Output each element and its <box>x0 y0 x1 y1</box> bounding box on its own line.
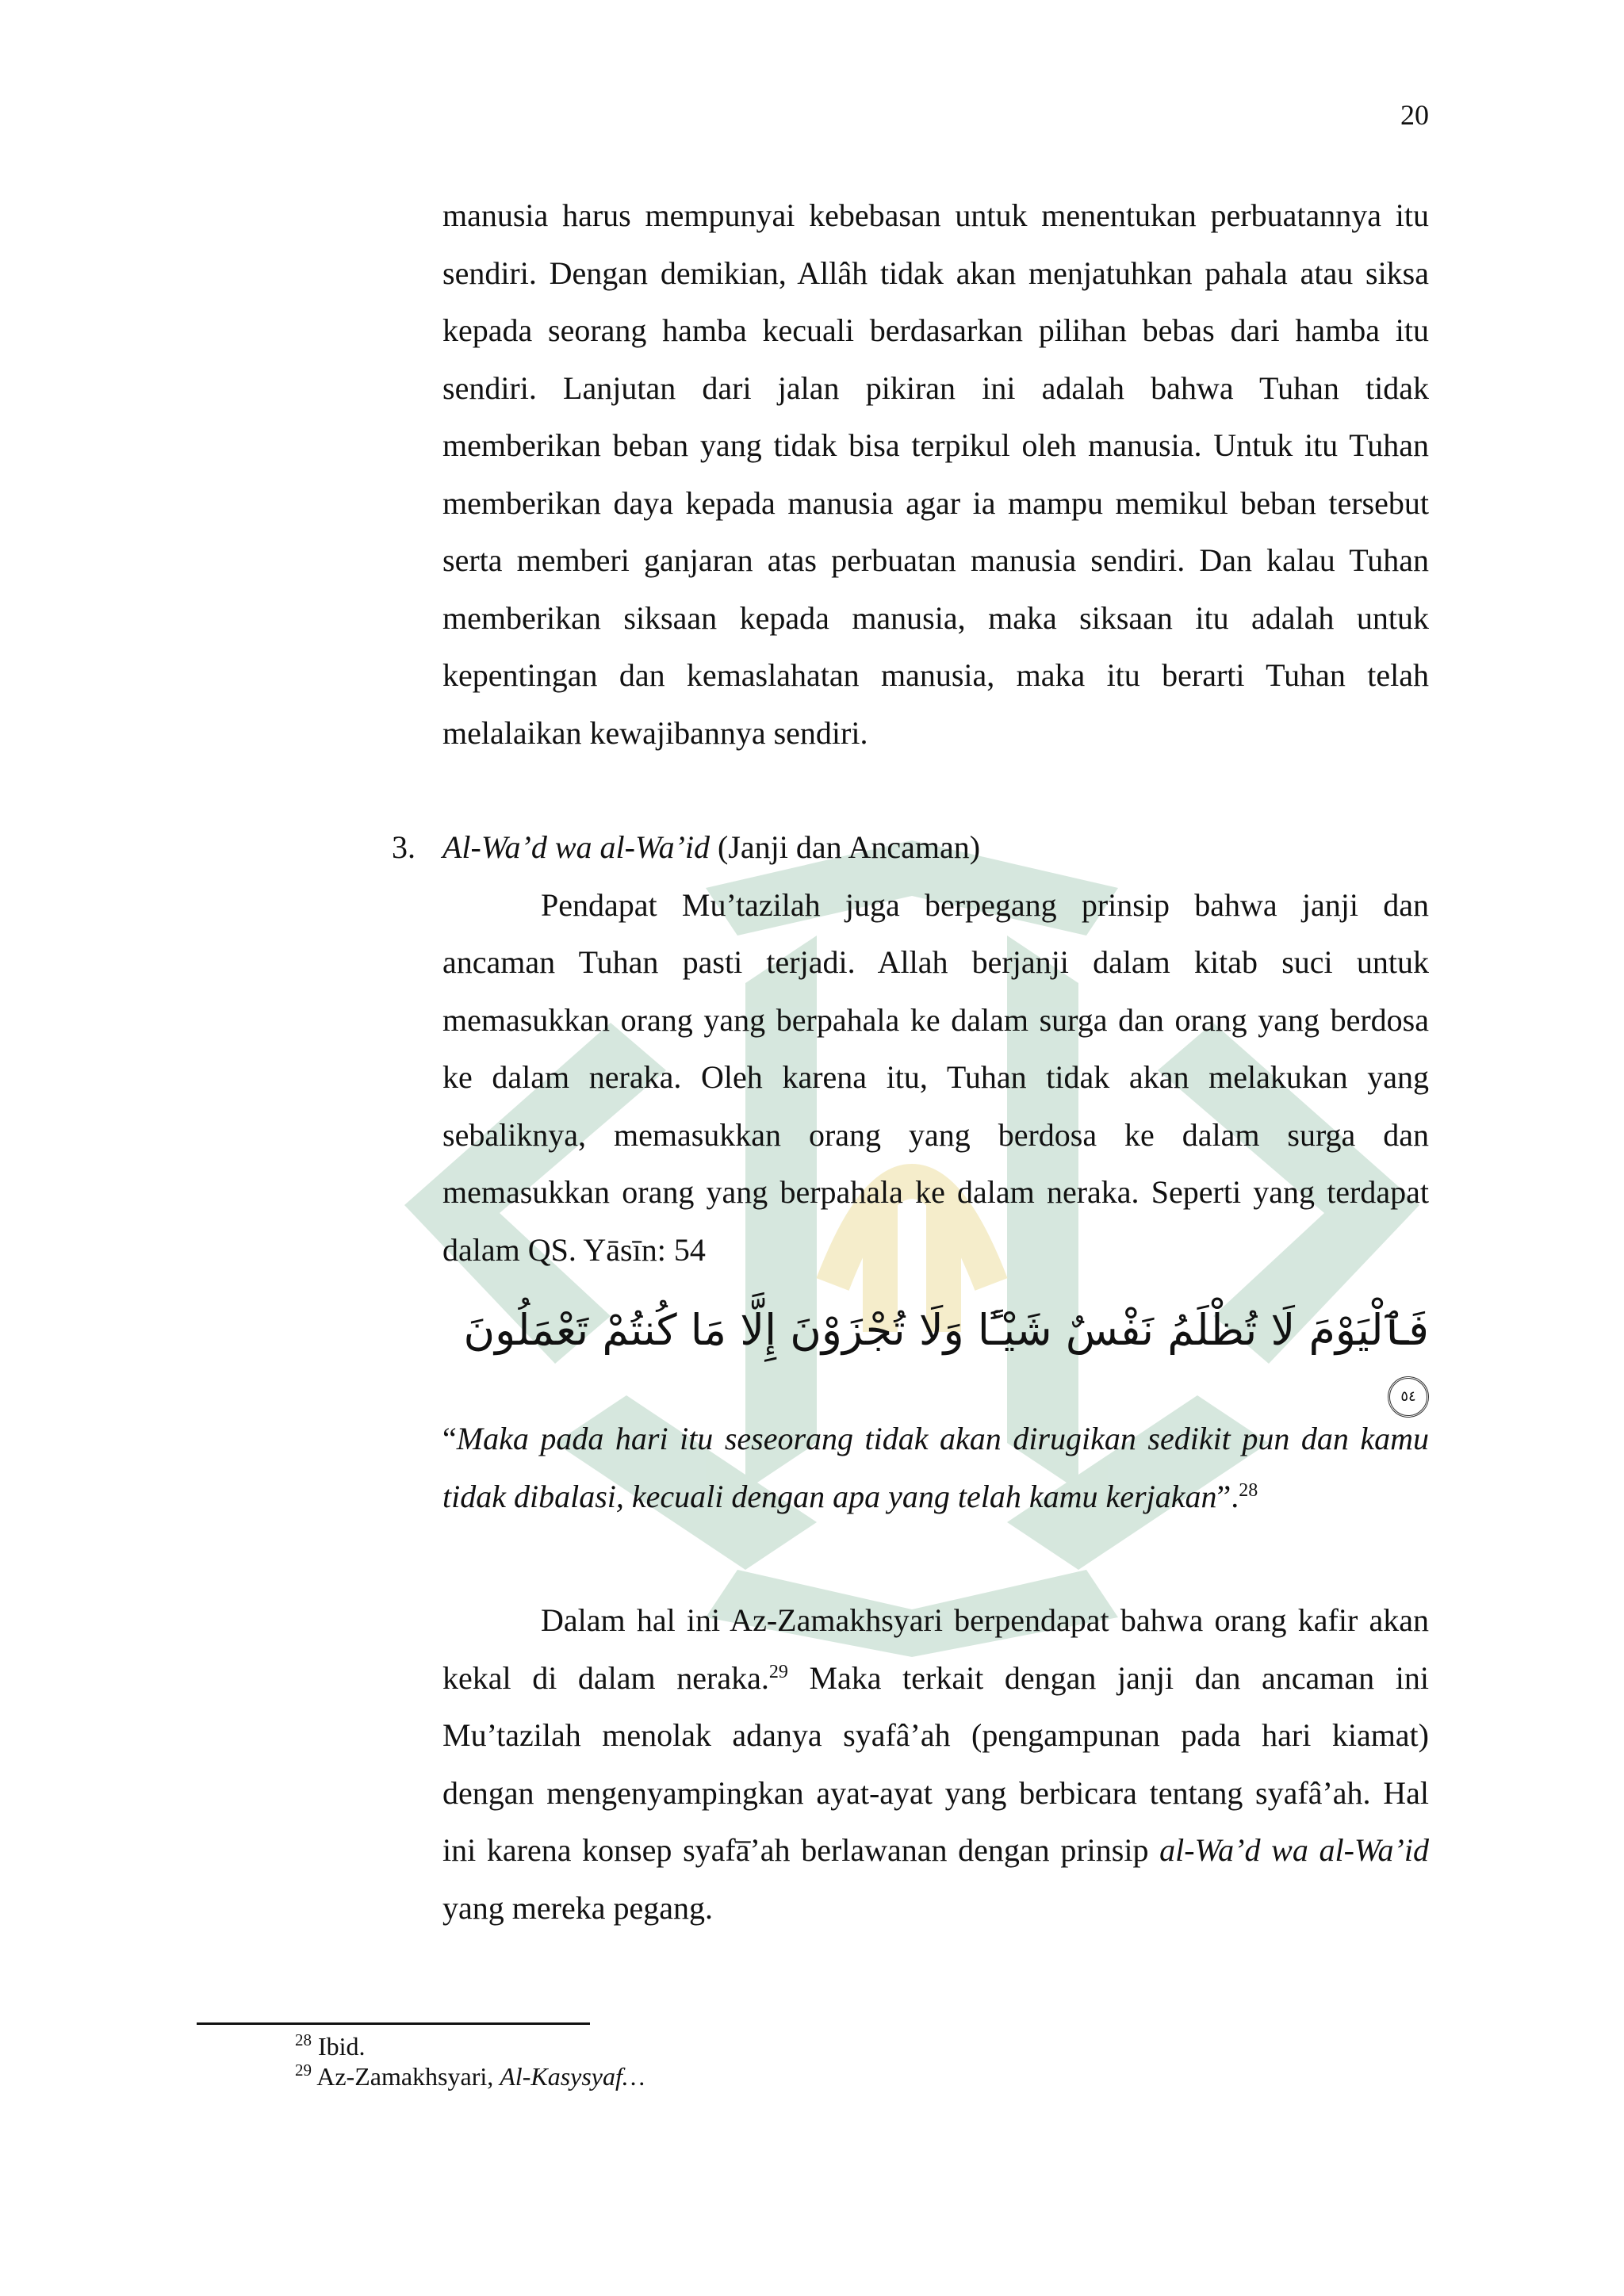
footnote-28 <box>295 2031 645 2061</box>
footnote-text: Az-Zamakhsyari, <box>316 2062 500 2091</box>
footnotes <box>295 2031 645 2091</box>
footnote-number: 29 <box>295 2061 312 2080</box>
quran-verse <box>442 1298 1429 1406</box>
translation-close-quote: ”. <box>1216 1478 1239 1514</box>
page-body <box>392 187 1430 1937</box>
footnote-29 <box>295 2061 645 2091</box>
section-title-plain: (Janji dan Ancaman) <box>710 829 981 865</box>
section-title-italic: Al-Wa’d wa al-Wa’id <box>442 829 710 865</box>
footnote-text: Ibid. <box>318 2032 366 2061</box>
paragraph-3-part-3: yang mereka pegang. <box>442 1889 713 1926</box>
paragraph-2: Pendapat Mu’tazilah juga berpegang prinsip bahwa janji dan ancaman Tuhan pasti terjadi. Allah berjanji dalam kitab suci untuk memasukkan orang yang berpahala ke dalam surga dan orang yang berdosa ke dalam neraka. Oleh karena itu, Tuhan tidak akan melakukan yang sebaliknya, memasukkan orang yang berdosa ke dalam surga dan memasukkan orang yang berpahala ke dalam neraka. Seperti yang terdapat dalam QS. Yāsīn: 54 <box>442 886 1429 1268</box>
footnote-ref-28: 28 <box>1239 1479 1258 1501</box>
arabic-verse-text: فَٱلْيَوْمَ لَا تُظْلَمُ نَفْسٌ شَيْـًٔا وَلَا تُجْزَوْنَ إِلَّا مَا كُنتُمْ تَعْمَلُونَ <box>463 1305 1429 1355</box>
paragraph-3-part-2: Maka terkait dengan janji dan ancaman ini Mu’tazilah menolak adanya syafâ’ah (pengampunan pada hari kiamat) dengan mengenyampingkan ayat-ayat yang berbicara tentang syafâ’ah. Hal ini karena konsep syafa̅’ah berlawanan dengan prinsip <box>442 1659 1430 1868</box>
translation-open-quote: “ <box>442 1421 457 1456</box>
translation-text: Maka pada hari itu seseorang tidak akan dirugikan sedikit pun dan kamu tidak dibalasi, kecuali dengan apa yang telah kamu kerjakan <box>442 1421 1429 1514</box>
footnote-italic: Al-Kasysyaf… <box>500 2062 645 2091</box>
paragraph-3-italic-term: al-Wa’d wa al-Wa’id <box>1159 1832 1429 1868</box>
page-number: 20 <box>1400 99 1429 131</box>
verse-translation <box>442 1410 1429 1525</box>
paragraph-3 <box>442 1592 1429 1937</box>
ayah-number-marker: ٥٤ <box>1388 1376 1429 1418</box>
section-heading-3 <box>392 819 1429 877</box>
paragraph-1: manusia harus mempunyai kebebasan untuk menentukan perbuatannya itu sendiri. Dengan demikian, Allâh tidak akan menjatuhkan pahala atau siksa kepada seorang hamba kecuali berdasarkan pilihan bebas dari hamba itu sendiri. Lanjutan dari jalan pikiran ini adalah bahwa Tuhan tidak memberikan beban yang tidak bisa terpikul oleh manusia. Untuk itu Tuhan memberikan daya kepada manusia agar ia mampu memikul beban tersebut serta memberi ganjaran atas perbuatan manusia sendiri. Dan kalau Tuhan memberikan siksaan kepada manusia, maka siksaan itu adalah untuk kepentingan dan kemaslahatan manusia, maka itu berarti Tuhan telah melalaikan kewajibannya sendiri. <box>442 197 1429 751</box>
section-number: 3. <box>392 829 416 865</box>
footnote-ref-29: 29 <box>768 1661 788 1682</box>
paragraph-3-part-1: Dalam hal ini Az-Zamakhsyari berpendapat bahwa orang kafir akan kekal di dalam neraka. <box>442 1602 1429 1696</box>
footnote-number: 28 <box>295 2030 312 2049</box>
footnote-divider <box>197 2022 590 2025</box>
